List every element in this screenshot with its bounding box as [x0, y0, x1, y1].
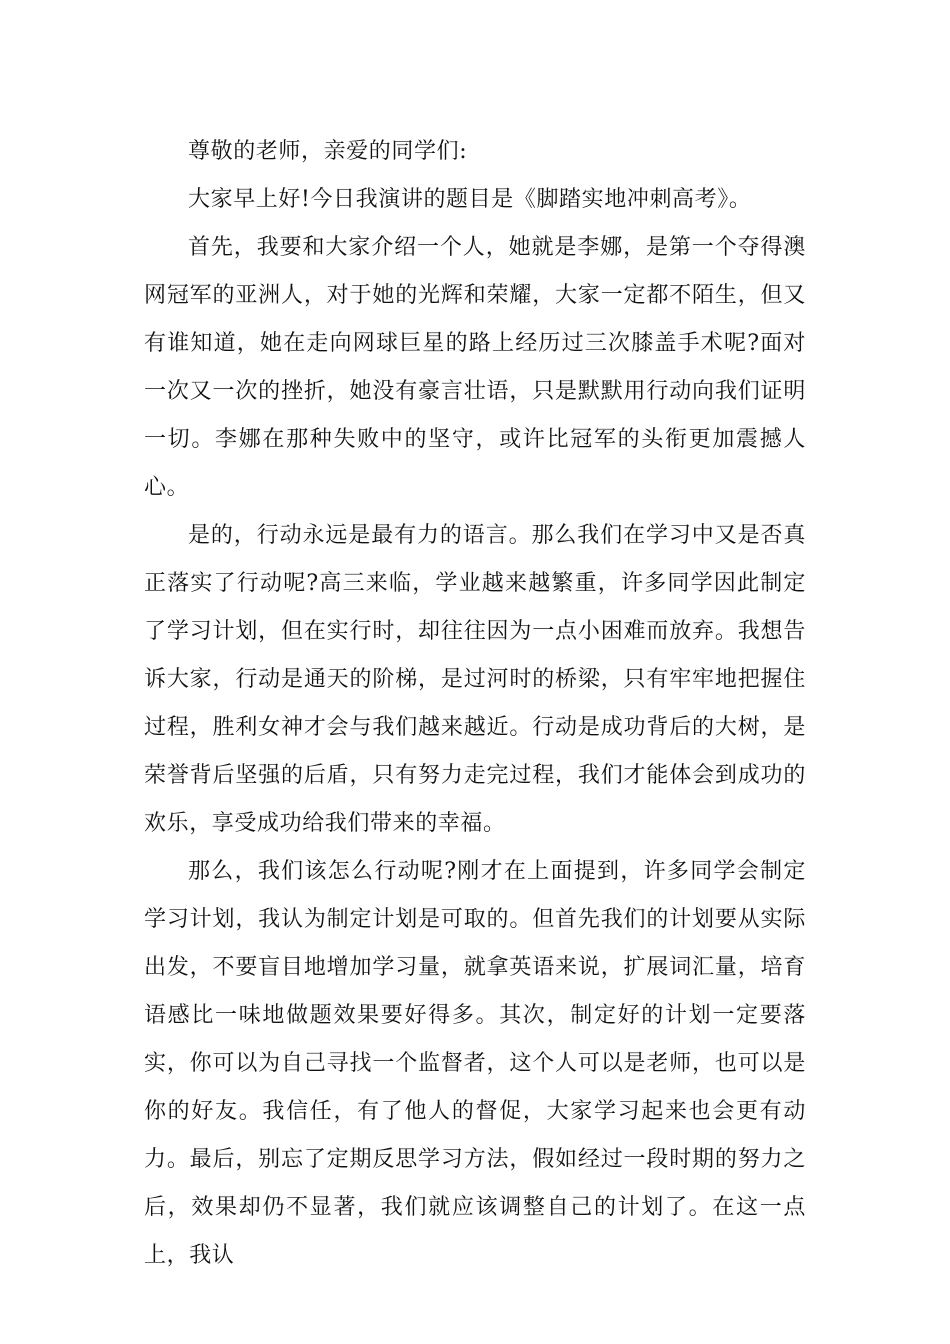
paragraph-how-to-act: 那么，我们该怎么行动呢?刚才在上面提到，许多同学会制定学习计划，我认为制定计划是可取的。但首先我们的计划要从实际出发，不要盲目地增加学习量，就拿英语来说，扩展词汇量，培育语感比一味地做题效果要好得多。其次，制定好的计划一定要落实，你可以为自己寻找一个监督者，这个人可以是老师，也可以是你的好友。我信任，有了他人的督促，大家学习起来也会更有动力。最后，别忘了定期反思学习方法，假如经过一段时期的努力之后，效果却仍不显著，我们就应该调整自己的计划了。在这一点上，我认 — [144, 859, 806, 1268]
salutation: 尊敬的老师，亲爱的同学们: — [188, 139, 468, 164]
paragraph-action: 是的，行动永远是最有力的语言。那么我们在学习中又是否真正落实了行动呢?高三来临，学业越来越繁重，许多同学因此制定了学习计划，但在实行时，却往往因为一点小困难而放弃。我想告诉大家，行动是通天的阶梯，是过河时的桥梁，只有牢牢地把握住过程，胜利女神才会与我们越来越近。行动是成功背后的大树，是荣誉背后坚强的后盾，只有努力走完过程，我们才能体会到成功的欢乐，享受成功给我们带来的幸福。 — [144, 523, 806, 836]
paragraph-greeting: 大家早上好!今日我演讲的题目是《脚踏实地冲刺高考》。 — [188, 187, 752, 212]
speech-body — [144, 128, 806, 1280]
paragraph-li-na: 首先，我要和大家介绍一个人，她就是李娜，是第一个夺得澳网冠军的亚洲人，对于她的光辉和荣耀，大家一定都不陌生，但又有谁知道，她在走向网球巨星的路上经历过三次膝盖手术呢?面对一次又一次的挫折，她没有豪言壮语，只是默默用行动向我们证明一切。李娜在那种失败中的坚守，或许比冠军的头衔更加震撼人心。 — [144, 235, 806, 500]
